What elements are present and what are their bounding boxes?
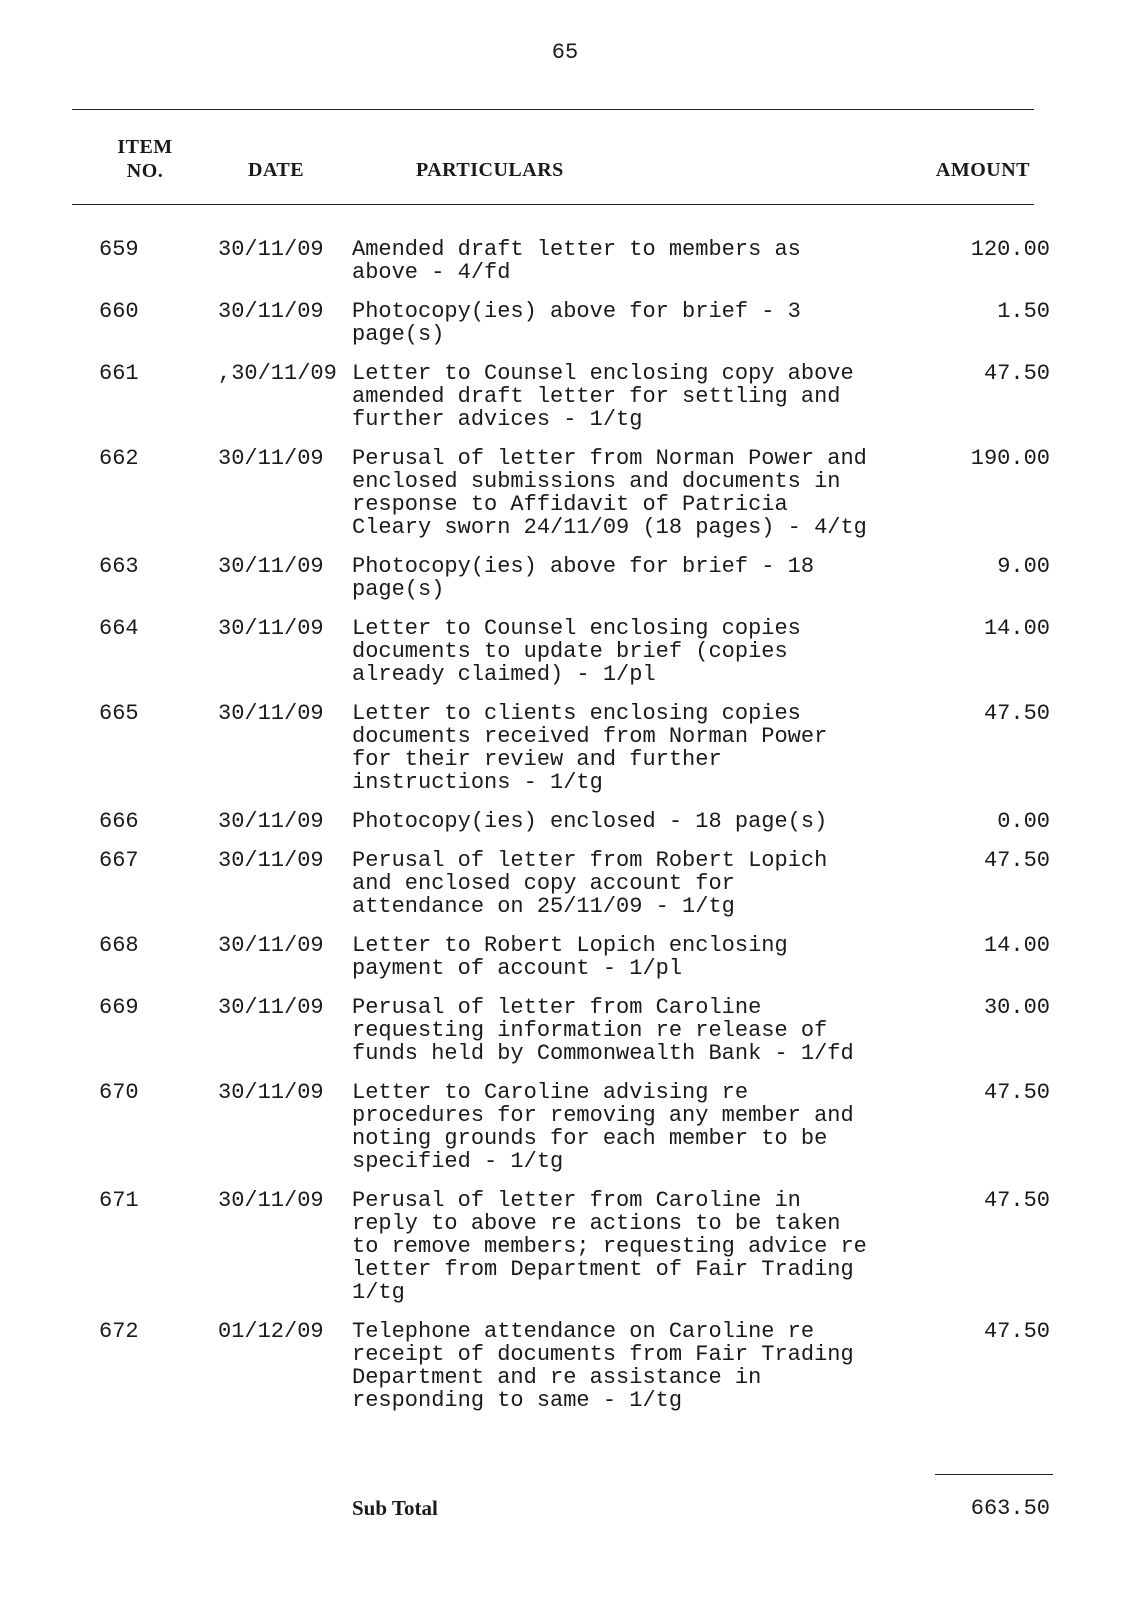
item-amount: 14.00 [983, 933, 1050, 958]
particulars-line: Photocopy(ies) enclosed - 18 page(s) [352, 809, 828, 834]
particulars-line: enclosed submissions and documents in [352, 469, 841, 494]
particulars-line: responding to same - 1/tg [352, 1388, 683, 1413]
item-date: 01/12/09 [218, 1319, 324, 1344]
column-header-item-no-line2: NO. [126, 160, 164, 182]
item-number: 669 [99, 995, 139, 1020]
particulars-line: and enclosed copy account for [352, 871, 735, 896]
item-number: 666 [99, 809, 139, 834]
item-amount: 47.50 [983, 1080, 1050, 1105]
particulars-line: page(s) [352, 577, 445, 602]
particulars-line: further advices - 1/tg [352, 407, 643, 432]
item-number: 670 [99, 1080, 139, 1105]
particulars-line: letter from Department of Fair Trading [352, 1257, 854, 1282]
particulars-line: Photocopy(ies) above for brief - 18 [352, 554, 815, 579]
particulars-line: page(s) [352, 322, 445, 347]
particulars-line: instructions - 1/tg [352, 770, 603, 795]
item-particulars [352, 702, 892, 794]
particulars-line: payment of account - 1/pl [352, 956, 683, 981]
particulars-line: Perusal of letter from Norman Power and [352, 446, 867, 471]
column-header-particulars: PARTICULARS [416, 159, 564, 181]
item-particulars [352, 555, 892, 601]
item-particulars [352, 1081, 892, 1173]
item-number: 663 [99, 554, 139, 579]
table-row [0, 1189, 1130, 1320]
particulars-line: for their review and further [352, 747, 722, 772]
item-amount: 14.00 [983, 616, 1050, 641]
item-particulars [352, 810, 892, 833]
item-particulars [352, 300, 892, 346]
item-date: 30/11/09 [218, 616, 324, 641]
header-bottom-rule [72, 204, 1034, 205]
item-number: 664 [99, 616, 139, 641]
particulars-line: reply to above re actions to be taken [352, 1211, 841, 1236]
subtotal-rule [935, 1474, 1053, 1475]
item-amount: 190.00 [970, 446, 1050, 471]
item-particulars [352, 1189, 892, 1304]
subtotal-amount: 663.50 [970, 1496, 1050, 1521]
header-top-rule [72, 109, 1034, 110]
particulars-line: above - 4/fd [352, 260, 511, 285]
table-row [0, 1320, 1130, 1428]
table-row [0, 362, 1130, 447]
table-row [0, 238, 1130, 300]
item-particulars [352, 1320, 892, 1412]
item-amount: 47.50 [983, 1319, 1050, 1344]
table-row [0, 300, 1130, 362]
item-date: 30/11/09 [218, 809, 324, 834]
particulars-line: procedures for removing any member and [352, 1103, 854, 1128]
particulars-line: Department and re assistance in [352, 1365, 762, 1390]
item-date: 30/11/09 [218, 848, 324, 873]
particulars-line: requesting information re release of [352, 1018, 828, 1043]
particulars-line: Cleary sworn 24/11/09 (18 pages) - 4/tg [352, 515, 867, 540]
item-particulars [352, 934, 892, 980]
item-date: 30/11/09 [218, 933, 324, 958]
particulars-line: Letter to clients enclosing copies [352, 701, 801, 726]
item-number: 671 [99, 1188, 139, 1213]
item-particulars [352, 617, 892, 686]
particulars-line: Letter to Caroline advising re [352, 1080, 749, 1105]
particulars-line: documents to update brief (copies [352, 639, 788, 664]
particulars-line: Perusal of letter from Robert Lopich [352, 848, 828, 873]
item-amount: 47.50 [983, 848, 1050, 873]
column-header-date: DATE [248, 159, 305, 181]
table-row [0, 810, 1130, 849]
particulars-line: documents received from Norman Power [352, 724, 828, 749]
particulars-line: amended draft letter for settling and [352, 384, 841, 409]
particulars-line: to remove members; requesting advice re [352, 1234, 867, 1259]
item-date: 30/11/09 [218, 1080, 324, 1105]
item-number: 661 [99, 361, 139, 386]
particulars-line: Perusal of letter from Caroline [352, 995, 762, 1020]
particulars-line: Letter to Counsel enclosing copy above [352, 361, 854, 386]
item-particulars [352, 362, 892, 431]
item-date: 30/11/09 [218, 446, 324, 471]
item-number: 659 [99, 237, 139, 262]
table-row [0, 447, 1130, 555]
table-row [0, 849, 1130, 934]
item-date: 30/11/09 [218, 995, 324, 1020]
column-header-amount: AMOUNT [935, 159, 1030, 181]
table-row [0, 996, 1130, 1081]
column-header-item-no-line1: ITEM [117, 136, 173, 158]
item-amount: 47.50 [983, 361, 1050, 386]
item-particulars [352, 238, 892, 284]
item-amount: 30.00 [983, 995, 1050, 1020]
particulars-line: noting grounds for each member to be [352, 1126, 828, 1151]
items-table [0, 238, 1130, 1428]
item-amount: 1.50 [997, 299, 1050, 324]
item-number: 667 [99, 848, 139, 873]
item-date: 30/11/09 [218, 299, 324, 324]
item-amount: 47.50 [983, 1188, 1050, 1213]
item-date: 30/11/09 [218, 701, 324, 726]
particulars-line: Telephone attendance on Caroline re [352, 1319, 815, 1344]
item-date: 30/11/09 [218, 1188, 324, 1213]
item-number: 665 [99, 701, 139, 726]
table-row [0, 702, 1130, 810]
table-row [0, 934, 1130, 996]
particulars-line: response to Affidavit of Patricia [352, 492, 788, 517]
item-number: 662 [99, 446, 139, 471]
particulars-line: attendance on 25/11/09 - 1/tg [352, 894, 735, 919]
particulars-line: funds held by Commonwealth Bank - 1/fd [352, 1041, 854, 1066]
particulars-line: Letter to Counsel enclosing copies [352, 616, 801, 641]
item-particulars [352, 849, 892, 918]
item-date: ,30/11/09 [218, 361, 337, 386]
item-amount: 47.50 [983, 701, 1050, 726]
item-number: 668 [99, 933, 139, 958]
item-amount: 120.00 [970, 237, 1050, 262]
particulars-line: receipt of documents from Fair Trading [352, 1342, 854, 1367]
particulars-line: specified - 1/tg [352, 1149, 564, 1174]
item-number: 660 [99, 299, 139, 324]
item-amount: 0.00 [997, 809, 1050, 834]
item-date: 30/11/09 [218, 237, 324, 262]
table-row [0, 555, 1130, 617]
page-number: 65 [551, 40, 579, 65]
item-particulars [352, 447, 892, 539]
particulars-line: Letter to Robert Lopich enclosing [352, 933, 788, 958]
table-row [0, 1081, 1130, 1189]
item-date: 30/11/09 [218, 554, 324, 579]
particulars-line: already claimed) - 1/pl [352, 662, 656, 687]
subtotal-label: Sub Total [352, 1496, 438, 1520]
particulars-line: Amended draft letter to members as [352, 237, 801, 262]
particulars-line: Photocopy(ies) above for brief - 3 [352, 299, 801, 324]
column-header-item-no [100, 135, 190, 183]
item-particulars [352, 996, 892, 1065]
particulars-line: Perusal of letter from Caroline in [352, 1188, 801, 1213]
table-row [0, 617, 1130, 702]
particulars-line: 1/tg [352, 1280, 405, 1305]
item-number: 672 [99, 1319, 139, 1344]
item-amount: 9.00 [997, 554, 1050, 579]
